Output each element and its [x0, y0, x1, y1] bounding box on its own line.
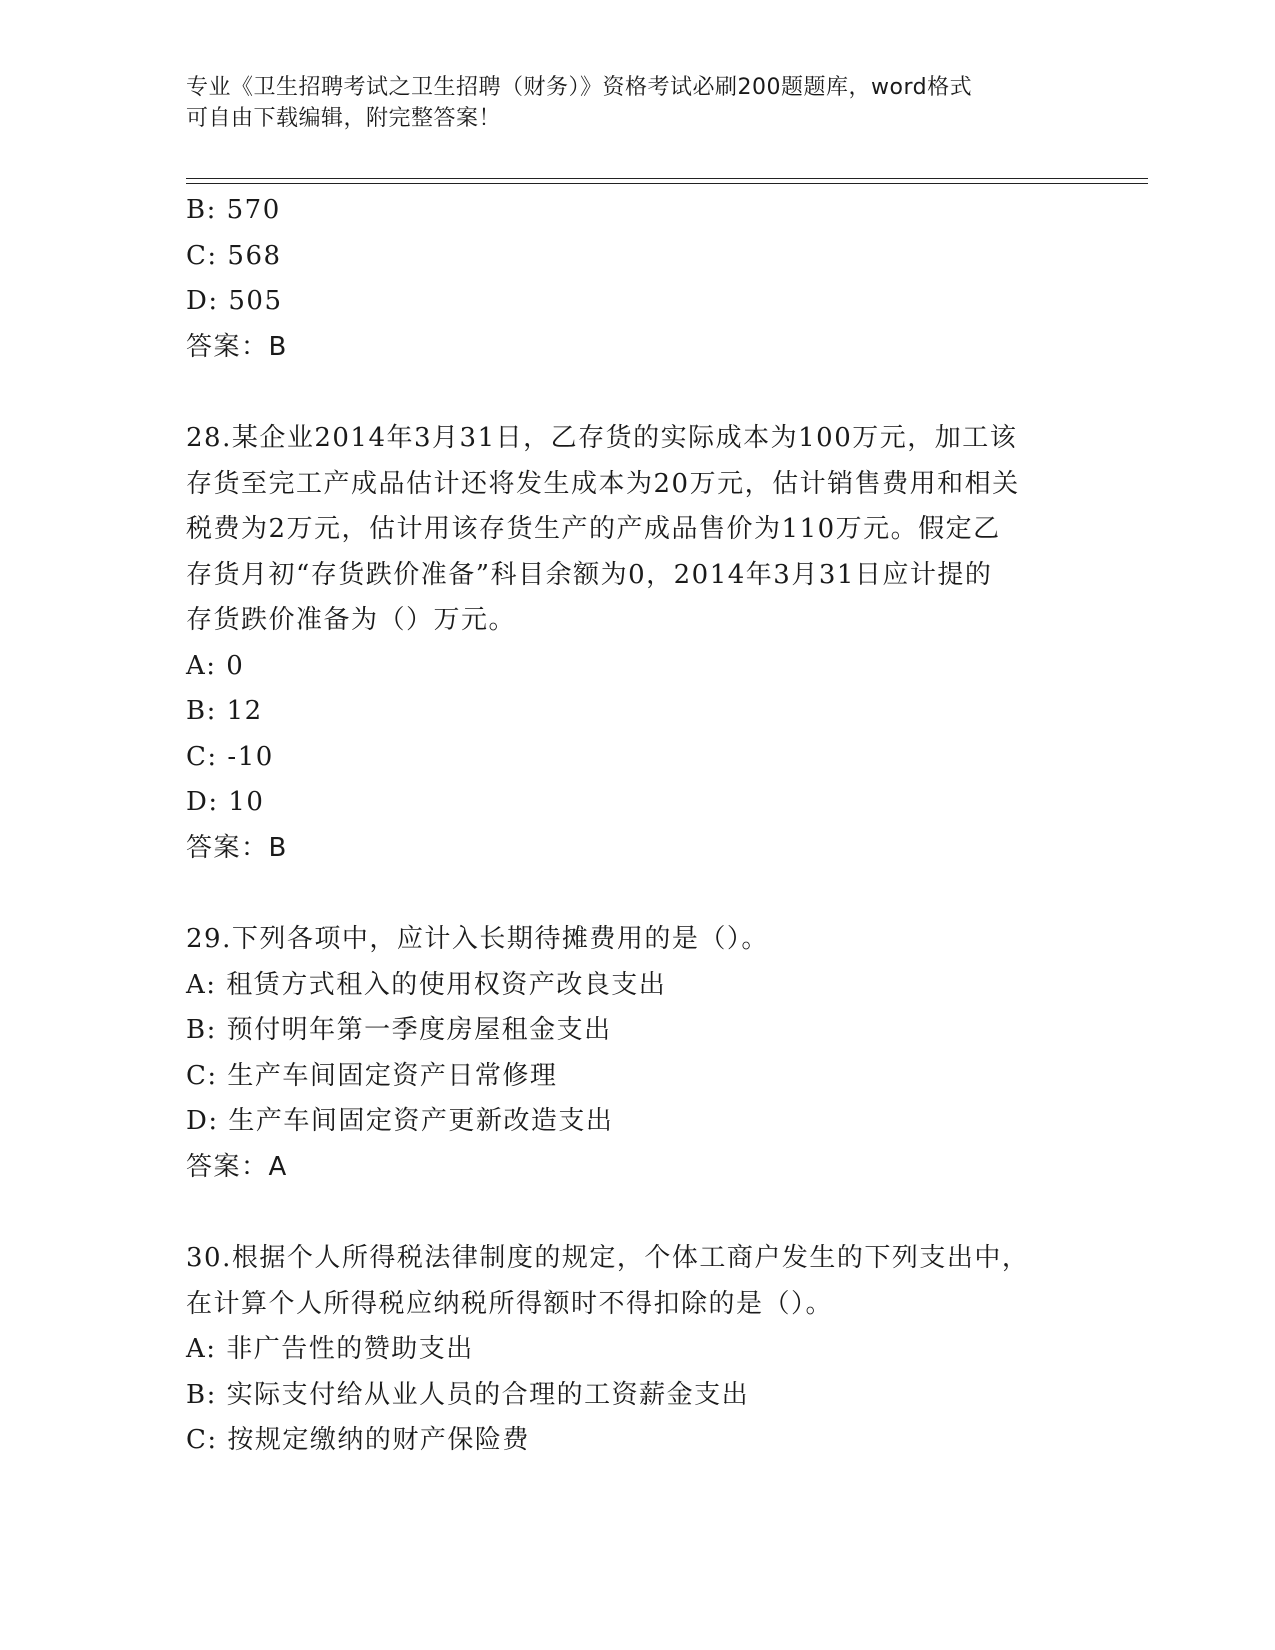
- option-c: C: -10: [186, 741, 274, 772]
- question-text-line: 在计算个人所得税应纳税所得额时不得扣除的是（）。: [186, 1288, 834, 1319]
- question-content: [186, 188, 1106, 1464]
- question-27: [186, 188, 1106, 370]
- question-text-line: 存货跌价准备为（）万元。: [186, 605, 517, 635]
- option-a: A: 非广告性的赞助支出: [186, 1334, 474, 1364]
- option-b: B: 实际支付给从业人员的合理的工资薪金支出: [186, 1379, 750, 1410]
- question-text-line: 29.下列各项中，应计入长期待摊费用的是（）。: [186, 924, 769, 954]
- header-line-2: 可自由下载编辑，附完整答案！: [186, 106, 502, 131]
- question-text-line: 税费为2万元，估计用该存货生产的产成品售价为110万元。假定乙: [186, 514, 1001, 544]
- header-divider-top: [186, 178, 1148, 179]
- question-text-line: 28.某企业2014年3月31日，乙存货的实际成本为100万元，加工该: [186, 423, 1018, 453]
- option-a: A: 0: [186, 650, 245, 681]
- answer-line: 答案：A: [186, 1151, 288, 1182]
- question-text-line: 存货至完工产成品估计还将发生成本为20万元，估计销售费用和相关: [186, 468, 1020, 499]
- answer-line: 答案：B: [186, 832, 288, 863]
- option-c: C: 按规定缴纳的财产保险费: [186, 1425, 530, 1455]
- spacer: [186, 871, 1106, 917]
- spacer: [186, 1190, 1106, 1236]
- header-divider-bottom: [186, 183, 1148, 184]
- question-30: [186, 1236, 1106, 1464]
- answer-line: 答案：B: [186, 331, 288, 362]
- option-d: D: 505: [186, 286, 283, 316]
- question-29: [186, 917, 1106, 1190]
- header-line-1: 专业《卫生招聘考试之卫生招聘（财务）》资格考试必刷200题题库，word格式: [186, 75, 973, 100]
- spacer: [186, 370, 1106, 416]
- question-28: [186, 416, 1106, 871]
- question-text-line: 30.根据个人所得税法律制度的规定，个体工商户发生的下列支出中，: [186, 1243, 1030, 1273]
- option-a: A: 租赁方式租入的使用权资产改良支出: [186, 969, 667, 1000]
- option-b: B: 12: [186, 696, 263, 726]
- option-b: B: 预付明年第一季度房屋租金支出: [186, 1015, 612, 1045]
- option-d: D: 10: [186, 787, 265, 817]
- option-b: B: 570: [186, 195, 281, 225]
- option-d: D: 生产车间固定资产更新改造支出: [186, 1106, 614, 1136]
- option-c: C: 生产车间固定资产日常修理: [186, 1060, 558, 1091]
- question-text-line: 存货月初“存货跌价准备”科目余额为0，2014年3月31日应计提的: [186, 559, 993, 590]
- option-c: C: 568: [186, 240, 282, 271]
- page-header: [186, 72, 1086, 134]
